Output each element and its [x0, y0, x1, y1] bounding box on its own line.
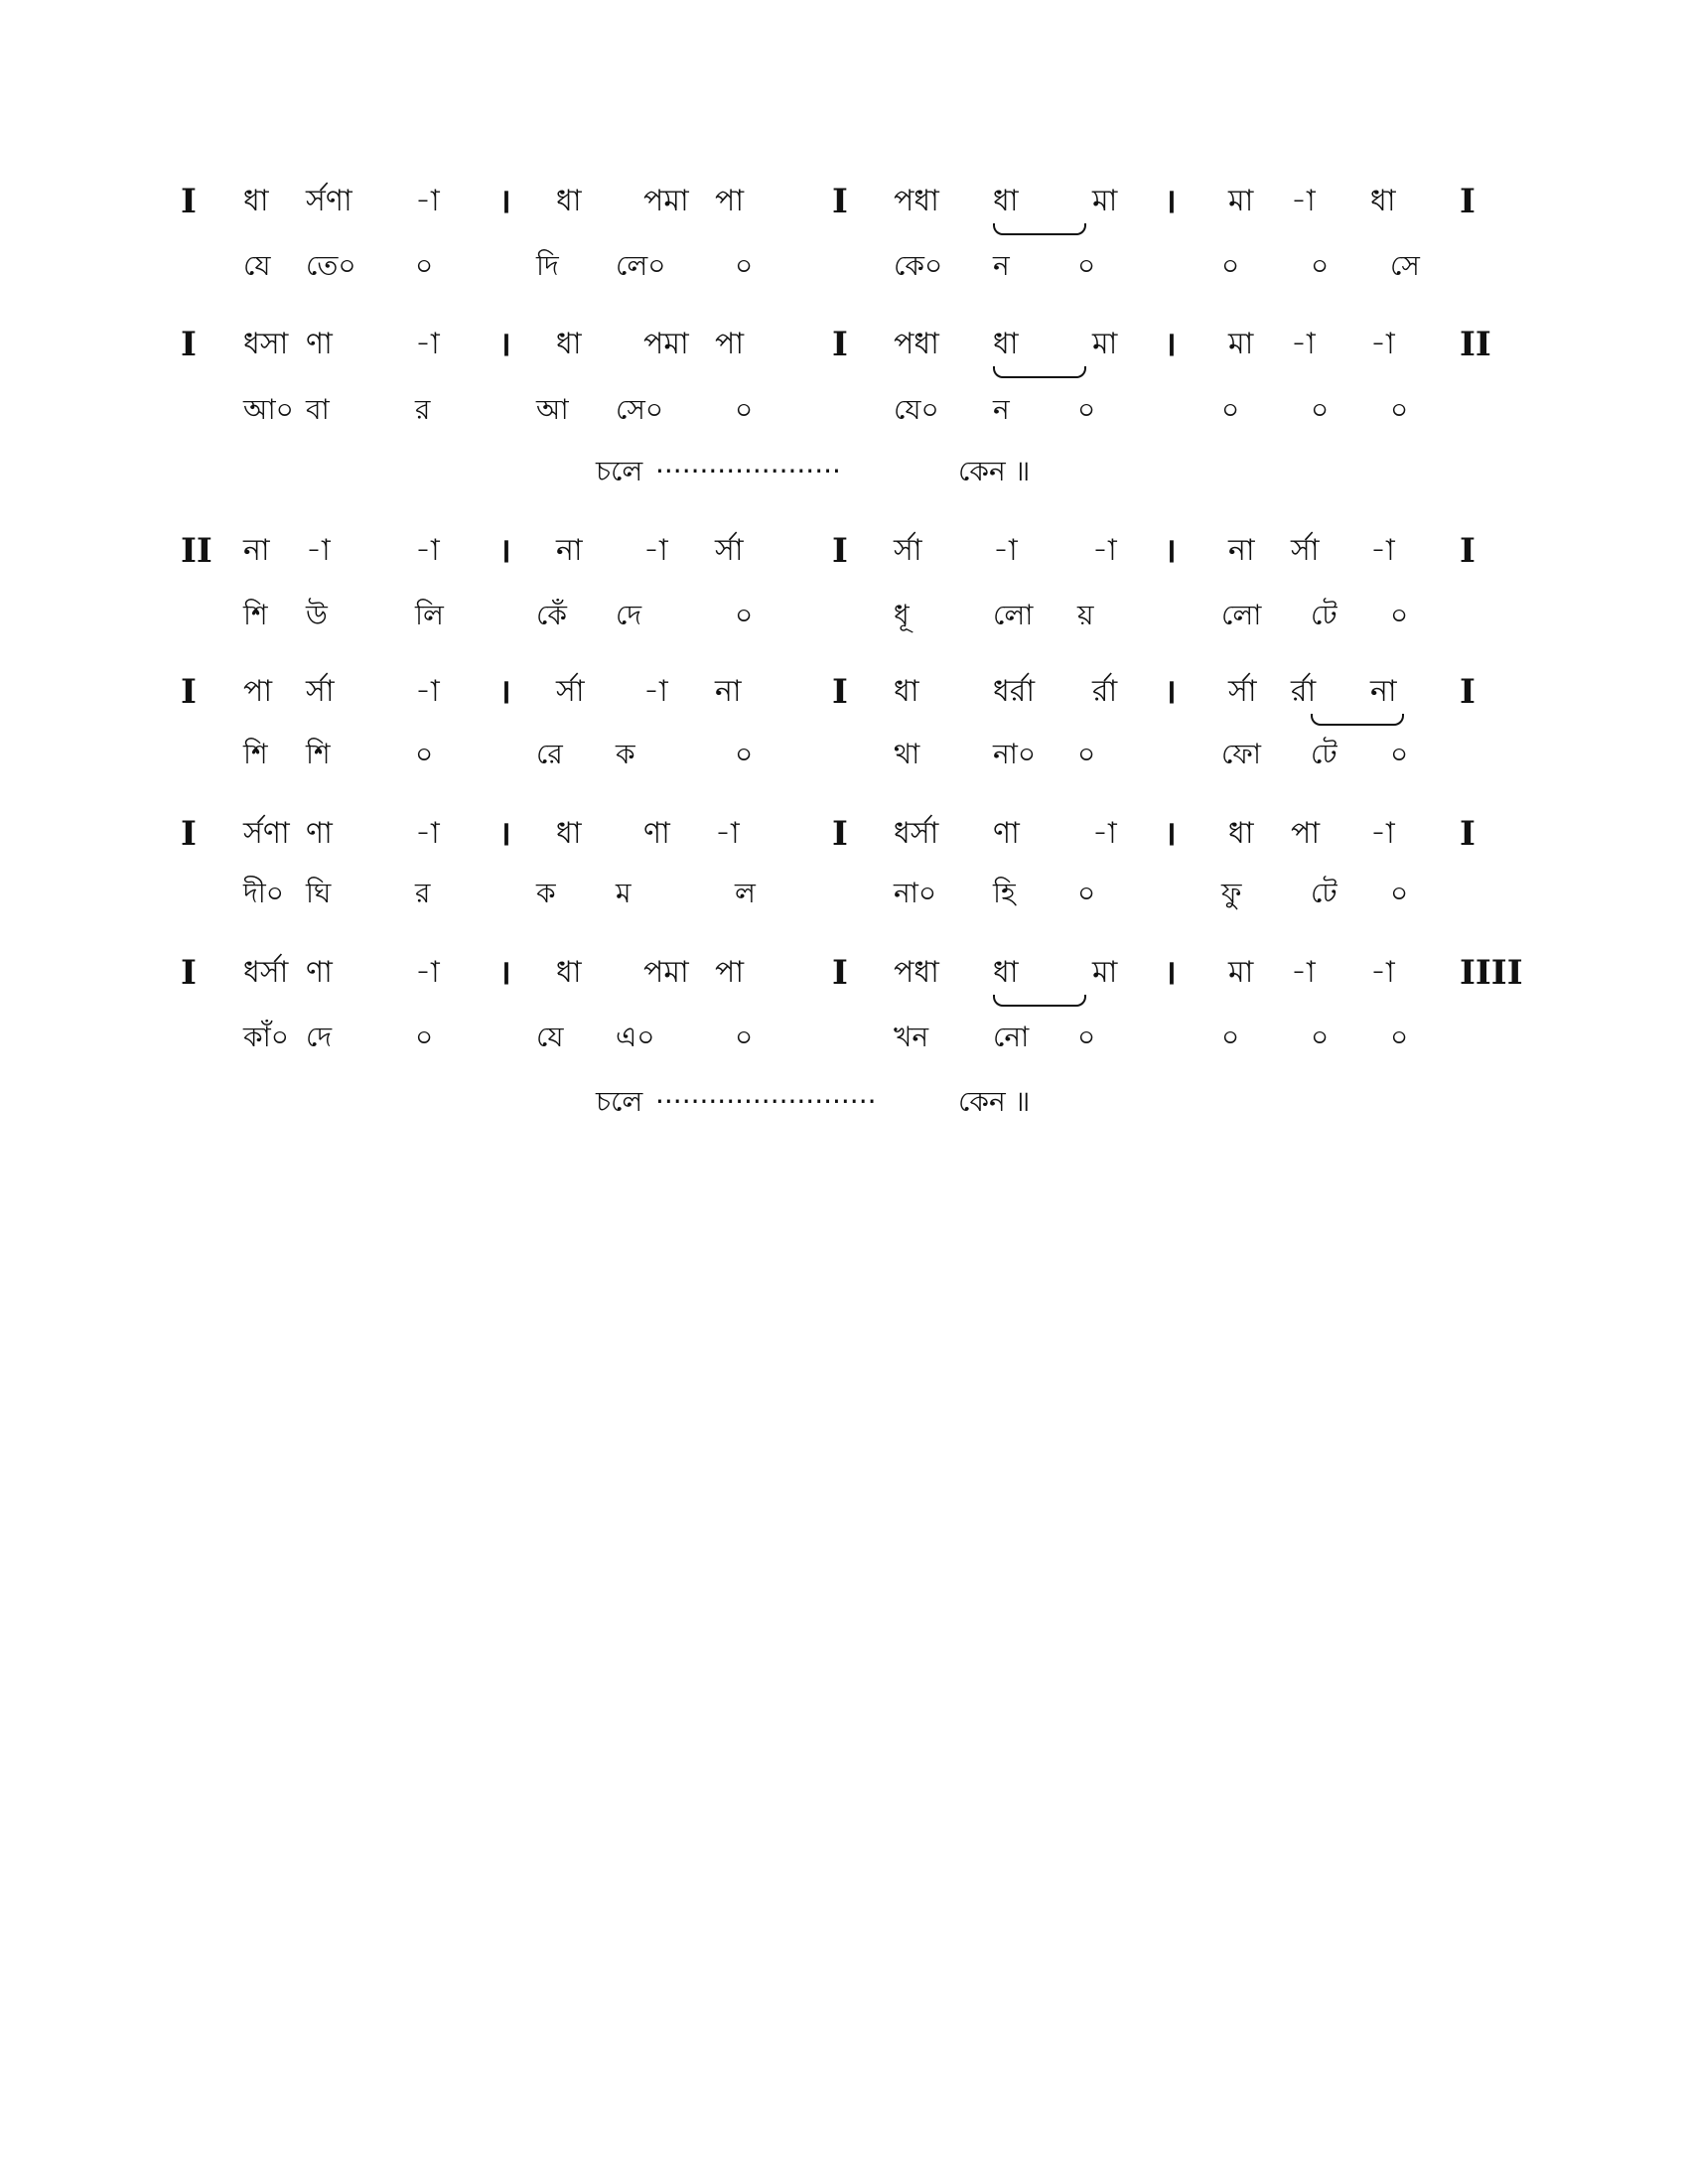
bar-line: IIII [1460, 953, 1523, 993]
bar-line: । [1164, 814, 1177, 854]
lyric-syllable: ০ [735, 393, 754, 426]
swara-line [0, 531, 1688, 581]
swara-note: ধসা [243, 327, 289, 361]
lyric-syllable: খন [894, 1021, 929, 1053]
bar-line: I [181, 672, 197, 712]
swara-note: না [715, 674, 742, 709]
swara-note: ণা [643, 816, 670, 851]
lyric-syllable: ০ [1221, 1021, 1240, 1053]
swara-note: পা [715, 327, 745, 361]
swara-note: মা [1092, 955, 1118, 990]
swara-note: মা [1228, 955, 1254, 990]
swara-note: -া [415, 674, 440, 709]
swara-note: ণা [993, 816, 1020, 851]
lyric-line [0, 596, 1688, 645]
swara-note: -া [415, 184, 440, 218]
swara-note: ধা [556, 327, 582, 361]
lyric-syllable: শি [243, 599, 268, 631]
lyric-syllable: ০ [735, 249, 754, 282]
bar-line: I [1460, 672, 1476, 712]
bar-line: । [498, 814, 511, 854]
swara-note: -া [1092, 816, 1117, 851]
refrain-start: চলে [596, 455, 643, 487]
swara-note: ধা [556, 184, 582, 218]
swara-note: -া [1370, 533, 1395, 568]
swara-note: র্রা [1092, 674, 1118, 709]
lyric-syllable: ক [536, 877, 556, 909]
swara-note: না [1370, 674, 1397, 709]
swara-note: পা [715, 955, 745, 990]
swara-note: ধা [993, 955, 1019, 990]
swara-note: -া [1370, 955, 1395, 990]
refrain-start: চলে [596, 1085, 643, 1118]
swara-note: ণা [306, 327, 333, 361]
swara-note: মা [1092, 327, 1118, 361]
swara-note: র্রা [1291, 674, 1317, 709]
swara-note: র্সা [1228, 674, 1257, 709]
refrain-dots: ························· [655, 1085, 877, 1118]
swara-note: ধা [556, 955, 582, 990]
swara-note: -া [1370, 816, 1395, 851]
bar-line: II [181, 531, 212, 571]
lyric-syllable: টে [1311, 599, 1337, 631]
swara-note: ধা [993, 184, 1019, 218]
lyric-syllable: দে [616, 599, 642, 631]
lyric-syllable: কে০ [894, 249, 943, 282]
lyric-syllable: ম [616, 877, 632, 909]
lyric-syllable: ০ [1390, 393, 1409, 426]
swara-note: না [243, 533, 270, 568]
swara-note: পধা [894, 955, 939, 990]
swara-note: ধা [993, 327, 1019, 361]
lyric-syllable: ০ [1390, 877, 1409, 909]
bar-line: I [181, 325, 197, 364]
lyric-syllable: টে [1311, 738, 1337, 770]
bar-line: I [181, 182, 197, 221]
bar-line: I [832, 182, 848, 221]
lyric-syllable: ফু [1221, 877, 1242, 909]
swara-note: -া [1092, 533, 1117, 568]
lyric-syllable: ০ [1221, 249, 1240, 282]
bar-line: । [1164, 182, 1177, 221]
lyric-line [0, 1018, 1688, 1067]
swara-note: ণা [306, 955, 333, 990]
swara-note: -া [643, 533, 668, 568]
swara-line [0, 325, 1688, 374]
swara-note: না [556, 533, 583, 568]
lyric-syllable: ০ [1077, 249, 1096, 282]
swara-note: র্সা [894, 533, 922, 568]
swara-note: পমা [643, 184, 689, 218]
swara-note: ধা [243, 184, 269, 218]
swara-note: র্সা [1291, 533, 1320, 568]
slur-mark [993, 995, 1086, 1007]
swara-note: মা [1228, 327, 1254, 361]
swara-note: -া [993, 533, 1018, 568]
bar-line: । [498, 953, 511, 993]
swara-note: ধর্সা [243, 955, 289, 990]
lyric-syllable: দী০ [243, 877, 284, 909]
lyric-syllable: টে [1311, 877, 1337, 909]
lyric-syllable: যে [243, 249, 271, 282]
swara-note: -া [715, 816, 740, 851]
swara-note: -া [1291, 327, 1316, 361]
lyric-syllable: ০ [735, 738, 754, 770]
lyric-syllable: ০ [415, 249, 434, 282]
swara-line [0, 953, 1688, 1003]
lyric-syllable: লে০ [616, 249, 666, 282]
bar-line: I [1460, 182, 1476, 221]
swara-note: পধা [894, 327, 939, 361]
lyric-syllable: থা [894, 738, 920, 770]
lyric-syllable: আ০ [243, 393, 294, 426]
bar-line: I [832, 531, 848, 571]
swara-note: ধর্সা [894, 816, 939, 851]
lyric-syllable: তে০ [306, 249, 356, 282]
bar-line: । [1164, 531, 1177, 571]
bar-line: I [832, 814, 848, 854]
lyric-syllable: যে [536, 1021, 564, 1053]
lyric-syllable: ০ [415, 738, 434, 770]
lyric-syllable: ০ [735, 599, 754, 631]
lyric-syllable: ০ [1390, 1021, 1409, 1053]
bar-line: II [1460, 325, 1491, 364]
lyric-syllable: ফো [1221, 738, 1261, 770]
swara-note: পধা [894, 184, 939, 218]
bar-line: । [498, 672, 511, 712]
bar-line: I [1460, 531, 1476, 571]
lyric-syllable: রে [536, 738, 563, 770]
lyric-syllable: ০ [1390, 599, 1409, 631]
lyric-syllable: ০ [735, 1021, 754, 1053]
swara-note: -া [1291, 184, 1316, 218]
swara-note: -া [643, 674, 668, 709]
lyric-syllable: র [415, 877, 431, 909]
lyric-syllable: যে০ [894, 393, 939, 426]
lyric-syllable: কাঁ০ [243, 1021, 289, 1053]
lyric-line [0, 874, 1688, 923]
lyric-syllable: ০ [1077, 877, 1096, 909]
swara-note: র্সা [556, 674, 585, 709]
lyric-syllable: দে [306, 1021, 333, 1053]
bar-line: । [1164, 672, 1177, 712]
lyric-syllable: লো [993, 599, 1034, 631]
swara-note: -া [415, 533, 440, 568]
swara-note: পা [1291, 816, 1321, 851]
swara-note: -া [415, 327, 440, 361]
swara-note: র্সা [306, 674, 335, 709]
lyric-syllable: ০ [1390, 738, 1409, 770]
swara-note: র্সণা [243, 816, 290, 851]
slur-mark [993, 366, 1086, 378]
bar-line: । [1164, 953, 1177, 993]
lyric-line [0, 246, 1688, 296]
lyric-syllable: ০ [1077, 738, 1096, 770]
lyric-syllable: কেঁ [536, 599, 567, 631]
swara-note: পমা [643, 955, 689, 990]
swara-note: -া [415, 816, 440, 851]
lyric-syllable: শি [243, 738, 268, 770]
swara-line [0, 672, 1688, 722]
bar-line: । [498, 531, 511, 571]
lyric-syllable: ন [993, 393, 1010, 426]
swara-note: মা [1228, 184, 1254, 218]
bar-line: । [498, 325, 511, 364]
lyric-syllable: শি [306, 738, 331, 770]
lyric-syllable: ০ [1311, 249, 1330, 282]
lyric-syllable: য় [1077, 599, 1094, 631]
bar-line: I [832, 325, 848, 364]
lyric-syllable: লো [1221, 599, 1262, 631]
lyric-syllable: হি [993, 877, 1016, 909]
swara-note: পমা [643, 327, 689, 361]
lyric-syllable: এ০ [616, 1021, 655, 1053]
slur-mark [1311, 714, 1404, 726]
swara-note: -া [1370, 327, 1395, 361]
bar-line: I [1460, 814, 1476, 854]
lyric-syllable: লি [415, 599, 444, 631]
lyric-syllable: ধূ [894, 599, 910, 631]
refrain-end: কেন ॥ [958, 1085, 1031, 1118]
swara-note: -া [1291, 955, 1316, 990]
swara-note: র্সণা [306, 184, 352, 218]
slur-mark [993, 223, 1086, 235]
lyric-syllable: ল [735, 877, 756, 909]
swara-note: ধা [1370, 184, 1396, 218]
swara-note: ধা [894, 674, 919, 709]
lyric-syllable: ০ [415, 1021, 434, 1053]
bar-line: । [498, 182, 511, 221]
swara-note: র্সা [715, 533, 744, 568]
lyric-syllable: ০ [1311, 393, 1330, 426]
swara-note: পা [715, 184, 745, 218]
lyric-syllable: দি [536, 249, 559, 282]
swara-note: মা [1092, 184, 1118, 218]
swara-note: -া [306, 533, 331, 568]
refrain-end: কেন ॥ [958, 455, 1031, 487]
lyric-syllable: আ [536, 393, 569, 426]
refrain-dots: ····················· [655, 455, 841, 487]
swara-line [0, 182, 1688, 231]
bar-line: I [832, 672, 848, 712]
lyric-syllable: ন [993, 249, 1010, 282]
swara-note: পা [243, 674, 273, 709]
swara-note: -া [415, 955, 440, 990]
lyric-syllable: ০ [1077, 393, 1096, 426]
lyric-syllable: না০ [894, 877, 937, 909]
swara-note: ধা [1228, 816, 1254, 851]
lyric-syllable: ঘি [306, 877, 332, 909]
lyric-syllable: বা [306, 393, 330, 426]
lyric-line [0, 390, 1688, 440]
swara-note: ধর্রা [993, 674, 1036, 709]
bar-line: । [1164, 325, 1177, 364]
lyric-syllable: ০ [1221, 393, 1240, 426]
lyric-syllable: ০ [1311, 1021, 1330, 1053]
lyric-syllable: র [415, 393, 431, 426]
lyric-syllable: সে [1390, 249, 1420, 282]
lyric-line [0, 735, 1688, 784]
swara-note: ণা [306, 816, 333, 851]
bar-line: I [181, 814, 197, 854]
bar-line: I [832, 953, 848, 993]
swara-line [0, 814, 1688, 864]
bar-line: I [181, 953, 197, 993]
swara-note: ধা [556, 816, 582, 851]
lyric-syllable: ০ [1077, 1021, 1096, 1053]
lyric-syllable: নো [993, 1021, 1030, 1053]
lyric-syllable: সে০ [616, 393, 664, 426]
lyric-syllable: না০ [993, 738, 1037, 770]
swara-note: না [1228, 533, 1255, 568]
lyric-syllable: ক [616, 738, 635, 770]
lyric-syllable: উ [306, 599, 328, 631]
